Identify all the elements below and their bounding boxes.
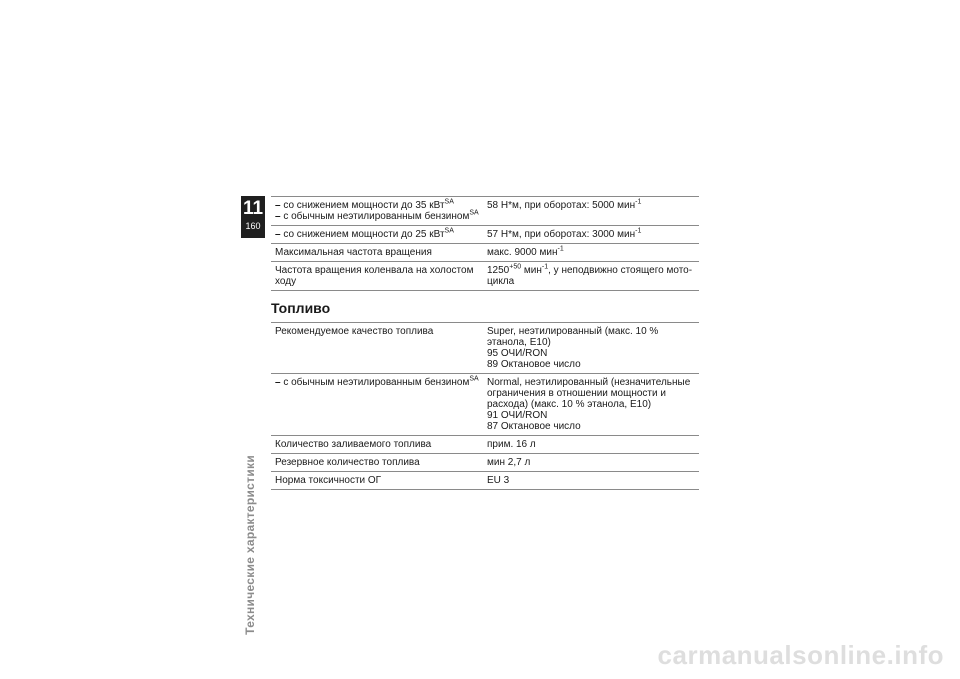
sa-mark: SA: [444, 198, 454, 206]
row-label: Частота вращения коленвала на холостом ходу: [275, 265, 474, 287]
table-row: [271, 226, 699, 244]
row-label: с обычным неэтилированным бензином: [283, 211, 470, 222]
dash: –: [275, 200, 281, 211]
row-label: Резервное количество топлива: [275, 457, 420, 468]
unit-exponent: -1: [635, 227, 642, 235]
row-value: 1250: [487, 265, 510, 276]
table-row: [271, 196, 699, 226]
chapter-number: 11: [242, 198, 264, 219]
row-value: EU 3: [487, 475, 510, 486]
row-value: 58 Н*м, при оборотах: 5000 мин: [487, 200, 636, 211]
table-row: [271, 436, 699, 454]
row-label: с обычным неэтилированным бензином: [283, 377, 470, 388]
row-label: Максимальная частота вращения: [275, 247, 432, 258]
sa-mark: SA: [444, 227, 454, 235]
section-title: Топливо: [271, 300, 331, 316]
row-label: со снижением мощности до 35 кВт: [283, 200, 445, 211]
table-row: [271, 472, 699, 490]
table-row: [271, 322, 699, 374]
row-value: 91 ОЧИ/RON: [487, 410, 548, 421]
chapter-title: Технические характеристики: [243, 455, 257, 635]
row-value: макс. 9000 мин: [487, 247, 558, 258]
sa-mark: SA: [469, 375, 479, 383]
page-content: [271, 196, 699, 490]
dash: –: [275, 377, 281, 388]
table-row: [271, 244, 699, 262]
row-label: Норма токсичности ОГ: [275, 475, 382, 486]
row-value: мин 2,7 л: [487, 457, 531, 468]
dash: –: [275, 211, 281, 222]
row-value: 87 Октановое число: [487, 421, 581, 432]
row-value: Super, неэтилированный (макс. 10 % этанола, E10): [487, 326, 659, 348]
row-label: со снижением мощности до 25 кВт: [283, 229, 445, 240]
row-value: прим. 16 л: [487, 439, 536, 450]
dash: –: [275, 229, 281, 240]
watermark: carmanualsonline.info: [657, 640, 944, 670]
row-value: 89 Октановое число: [487, 359, 581, 370]
table-row: [271, 262, 699, 291]
row-value-note: , у неподвижно стоящего мото-цикла: [487, 265, 693, 287]
row-value: 57 Н*м, при оборотах: 3000 мин: [487, 229, 636, 240]
row-label: Количество заливаемого топлива: [275, 439, 432, 450]
unit-exponent: -1: [557, 245, 564, 253]
unit-exponent: -1: [635, 198, 642, 206]
row-value-unit: мин: [521, 265, 542, 276]
row-value: 95 ОЧИ/RON: [487, 348, 548, 359]
chapter-tab: [241, 196, 265, 238]
row-label: Рекомендуемое качество топлива: [275, 326, 434, 337]
table-row: [271, 454, 699, 472]
unit-exponent: -1: [541, 263, 549, 271]
sa-mark: SA: [469, 209, 479, 217]
tolerance: +50: [509, 263, 522, 271]
table-row: [271, 374, 699, 436]
page-number: 160: [245, 221, 261, 231]
row-value: Normal, неэтилированный (незначительные ограничения в отношении мощности и расхода) (макс. 10 % этанола, E10): [487, 377, 691, 410]
